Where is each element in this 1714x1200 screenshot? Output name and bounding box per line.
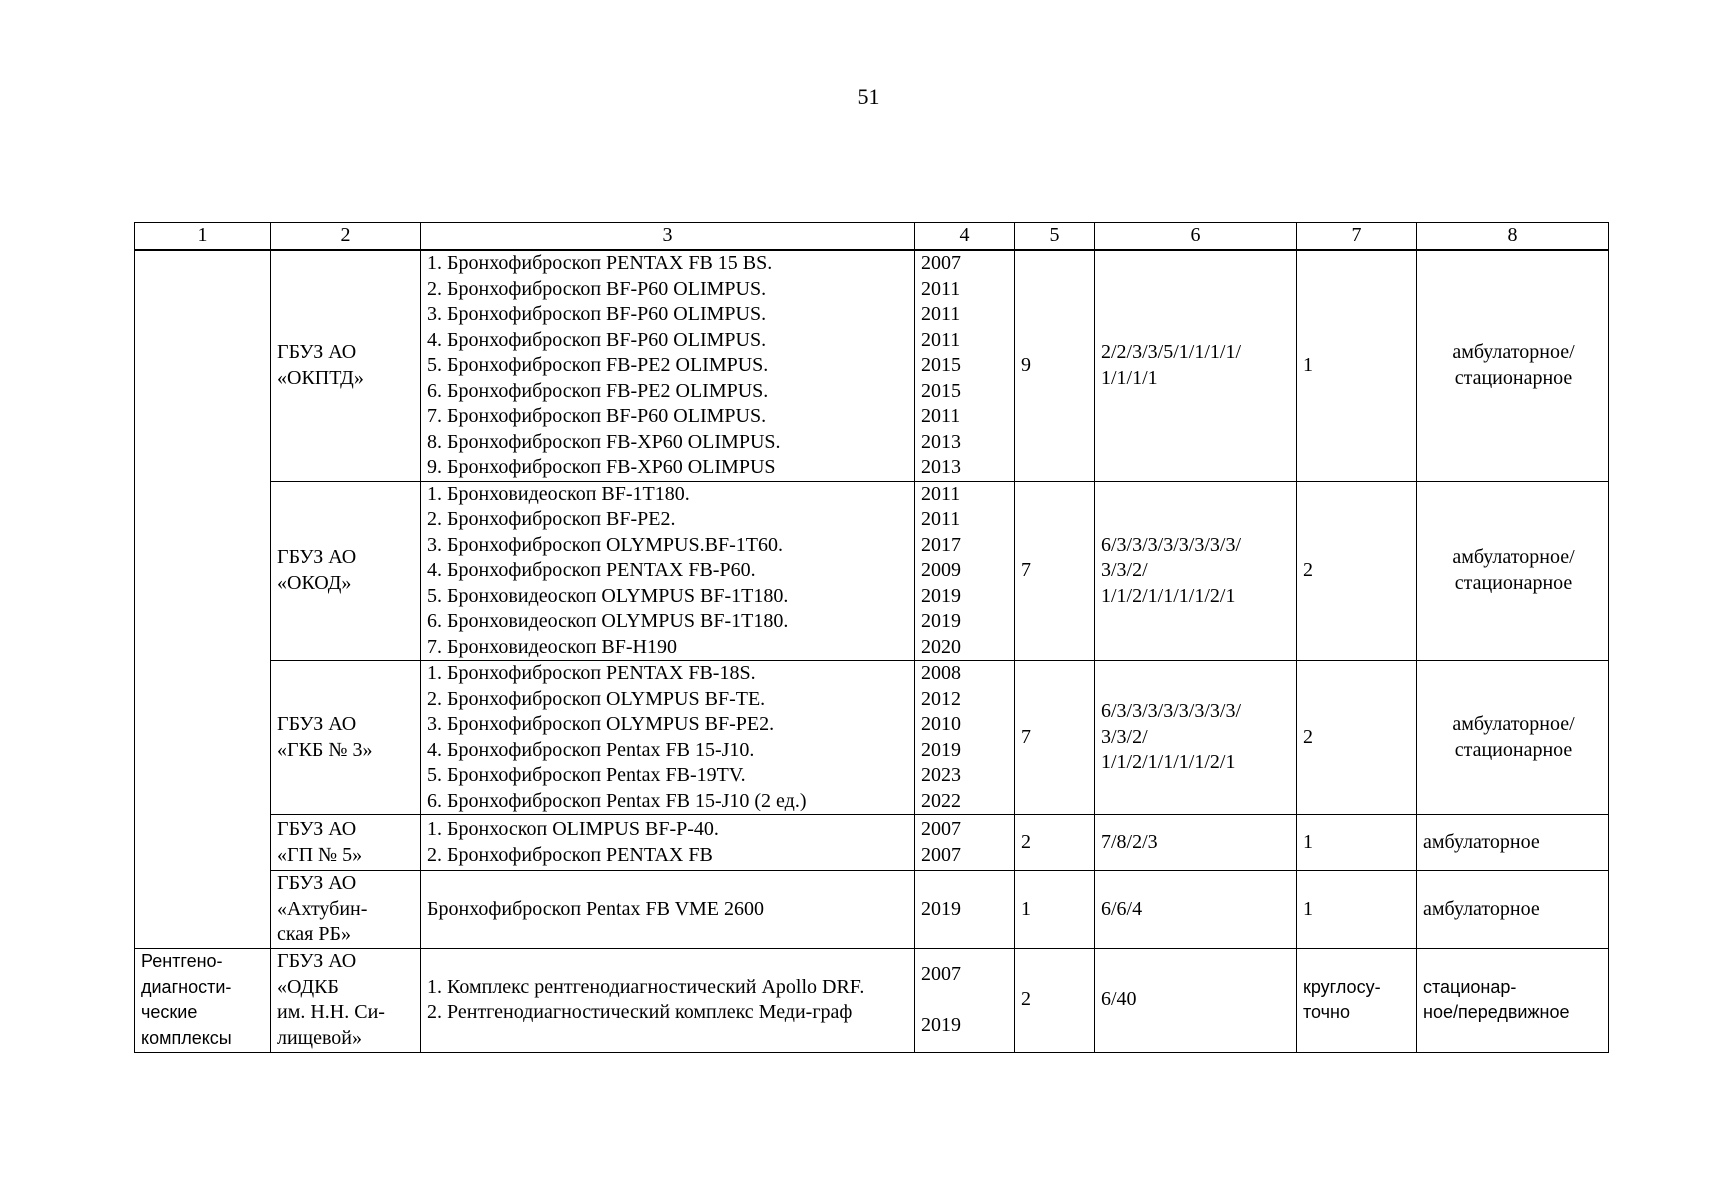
device-item: 1. Бронховидеоскоп BF-1T180. xyxy=(427,482,690,505)
device-year: 2019 xyxy=(921,584,961,607)
count-cell: 2 xyxy=(1015,815,1095,871)
count-cell: 9 xyxy=(1015,250,1095,481)
device-item: 1. Бронхофиброскоп PENTAX FB 15 BS. xyxy=(427,252,773,274)
device-year: 2010 xyxy=(921,713,961,735)
device-item: 4. Бронхофиброскоп PENTAX FB-P60. xyxy=(427,559,756,581)
device-item: 2. Рентгенодиагностический комплекс Меди-граф xyxy=(427,1001,853,1023)
table-row xyxy=(135,948,1609,1052)
mode-line: амбулаторное/ xyxy=(1452,341,1575,364)
mode-cell xyxy=(1417,481,1609,661)
organization-line: ГБУЗ АО xyxy=(277,872,357,894)
organization-cell xyxy=(271,250,421,481)
device-year: 2007 xyxy=(921,963,961,985)
load-line: 3/3/2/ xyxy=(1101,725,1148,748)
device-year: 2019 xyxy=(921,897,961,920)
device-item: 3. Бронхофиброскоп OLYMPUS.BF-1T60. xyxy=(427,533,783,556)
device-year: 2013 xyxy=(921,456,961,478)
count-cell: 2 xyxy=(1015,948,1095,1052)
device-year: 2011 xyxy=(921,508,961,530)
category-line: ческие xyxy=(141,1002,198,1022)
category-cell xyxy=(135,250,271,948)
shift-cell: 2 xyxy=(1297,481,1417,661)
device-year: 2008 xyxy=(921,662,961,684)
page-number: 51 xyxy=(857,84,880,109)
category-line: комплексы xyxy=(141,1027,232,1048)
device-item: Бронхофиброскоп Pentax FB VME 2600 xyxy=(427,897,765,920)
mode-line: амбулаторное xyxy=(1423,897,1540,920)
device-item: 2. Бронхофиброскоп BF-PE2. xyxy=(427,508,676,530)
device-item: 7. Бронховидеоскоп BF-H190 xyxy=(427,635,677,658)
device-item: 9. Бронхофиброскоп FB-XP60 OLIMPUS xyxy=(427,456,776,478)
mode-line: стационарное xyxy=(1454,738,1573,761)
device-item: 5. Бронхофиброскоп Pentax FB-19TV. xyxy=(427,764,746,786)
device-year: 2017 xyxy=(921,533,961,556)
year-list-cell xyxy=(915,815,1015,871)
mode-line: амбулаторное/ xyxy=(1452,713,1575,735)
header-cell-1: 1 xyxy=(135,223,271,251)
header-cell-3: 3 xyxy=(421,223,915,251)
count-cell: 1 xyxy=(1015,871,1095,949)
device-year: 2022 xyxy=(921,789,961,812)
device-item: 6. Бронхофиброскоп FB-PE2 OLIMPUS. xyxy=(427,379,769,402)
device-item: 5. Бронховидеоскоп OLYMPUS BF-1T180. xyxy=(427,584,789,607)
category-line: Рентгено- xyxy=(141,951,223,971)
device-item: 8. Бронхофиброскоп FB-XP60 OLIMPUS. xyxy=(427,430,781,453)
organization-line: «ОКПТД» xyxy=(277,366,364,389)
organization-line: лищевой» xyxy=(277,1026,362,1049)
organization-line: ГБУЗ АО xyxy=(277,341,357,364)
load-line: 2/2/3/3/5/1/1/1/1/ xyxy=(1101,341,1242,364)
organization-line: им. Н.Н. Си- xyxy=(277,1001,385,1023)
load-cell xyxy=(1095,250,1297,481)
device-year: 2011 xyxy=(921,405,961,427)
device-year: 2015 xyxy=(921,354,961,376)
load-cell xyxy=(1095,815,1297,871)
device-year: 2007 xyxy=(921,843,961,866)
load-cell xyxy=(1095,481,1297,661)
mode-line: ное/передвижное xyxy=(1423,1002,1570,1022)
device-item: 4. Бронхофиброскоп BF-P60 OLIMPUS. xyxy=(427,328,767,351)
mode-line: стационарное xyxy=(1454,571,1573,594)
device-item: 1. Бронхоскоп OLIMPUS BF-P-40. xyxy=(427,818,719,840)
organization-line: «Ахтубин- xyxy=(277,897,368,920)
device-year: 2019 xyxy=(921,610,961,632)
device-year: 2019 xyxy=(921,738,961,761)
organization-line: ГБУЗ АО xyxy=(277,818,357,840)
device-year: 2020 xyxy=(921,635,961,658)
count-cell: 7 xyxy=(1015,481,1095,661)
device-item: 2. Бронхофиброскоп PENTAX FB xyxy=(427,843,713,866)
table-row xyxy=(135,871,1609,949)
header-cell-8: 8 xyxy=(1417,223,1609,251)
organization-line: ГБУЗ АО xyxy=(277,713,357,735)
shift-line: круглосу- xyxy=(1303,976,1381,997)
device-year: 2013 xyxy=(921,430,961,453)
count-cell: 7 xyxy=(1015,661,1095,815)
device-item: 3. Бронхофиброскоп BF-P60 OLIMPUS. xyxy=(427,303,767,325)
device-year: 2007 xyxy=(921,818,961,840)
device-year: 2011 xyxy=(921,328,961,351)
device-item: 6. Бронховидеоскоп OLYMPUS BF-1T180. xyxy=(427,610,789,632)
device-item: 3. Бронхофиброскоп OLYMPUS BF-PE2. xyxy=(427,713,775,735)
load-line: 3/3/2/ xyxy=(1101,559,1148,581)
device-list-cell xyxy=(421,948,915,1052)
load-cell xyxy=(1095,871,1297,949)
year-list-cell xyxy=(915,481,1015,661)
year-list-cell xyxy=(915,661,1015,815)
load-line: 7/8/2/3 xyxy=(1101,830,1158,853)
table-row xyxy=(135,815,1609,871)
mode-line: амбулаторное/ xyxy=(1452,546,1575,569)
shift-cell xyxy=(1297,948,1417,1052)
header-cell-4: 4 xyxy=(915,223,1015,251)
header-cell-5: 5 xyxy=(1015,223,1095,251)
device-item: 4. Бронхофиброскоп Pentax FB 15-J10. xyxy=(427,738,755,761)
device-list-cell xyxy=(421,481,915,661)
mode-line: стационар- xyxy=(1423,976,1517,997)
shift-cell: 1 xyxy=(1297,871,1417,949)
mode-cell xyxy=(1417,815,1609,871)
device-year: 2019 xyxy=(921,1013,961,1036)
load-line: 1/1/1/1 xyxy=(1101,366,1158,389)
device-year: 2011 xyxy=(921,303,961,325)
header-cell-6: 6 xyxy=(1095,223,1297,251)
device-list-cell xyxy=(421,815,915,871)
organization-line: ская РБ» xyxy=(277,923,351,945)
table-row xyxy=(135,661,1609,815)
header-row xyxy=(135,223,1609,251)
year-list-cell xyxy=(915,871,1015,949)
load-line: 1/1/2/1/1/1/1/2/1 xyxy=(1101,584,1236,607)
device-year: 2007 xyxy=(921,252,961,274)
mode-line: стационарное xyxy=(1454,366,1573,389)
shift-cell: 2 xyxy=(1297,661,1417,815)
year-list-cell xyxy=(915,250,1015,481)
mode-cell xyxy=(1417,661,1609,815)
device-year: 2011 xyxy=(921,277,961,300)
shift-line: точно xyxy=(1303,1002,1350,1022)
load-line: 6/6/4 xyxy=(1101,897,1143,920)
load-line: 6/3/3/3/3/3/3/3/3/ xyxy=(1101,533,1242,556)
device-list-cell xyxy=(421,661,915,815)
device-item: 7. Бронхофиброскоп BF-P60 OLIMPUS. xyxy=(427,405,767,427)
device-year: 2009 xyxy=(921,559,961,581)
load-cell xyxy=(1095,948,1297,1052)
device-year: 2012 xyxy=(921,687,961,710)
mode-cell xyxy=(1417,948,1609,1052)
organization-line: ГБУЗ АО xyxy=(277,950,357,972)
device-item: 1. Комплекс рентгенодиагностический Apollo DRF. xyxy=(427,975,865,998)
organization-cell xyxy=(271,871,421,949)
device-item: 6. Бронхофиброскоп Pentax FB 15-J10 (2 ед.) xyxy=(427,789,807,812)
year-list-cell xyxy=(915,948,1015,1052)
organization-cell xyxy=(271,661,421,815)
load-cell xyxy=(1095,661,1297,815)
mode-cell xyxy=(1417,250,1609,481)
device-item: 2. Бронхофиброскоп BF-P60 OLIMPUS. xyxy=(427,277,767,300)
organization-line: ГБУЗ АО xyxy=(277,546,357,569)
load-line: 1/1/2/1/1/1/1/2/1 xyxy=(1101,751,1236,774)
equipment-table xyxy=(134,222,1609,1053)
device-list-cell xyxy=(421,871,915,949)
device-year: 2011 xyxy=(921,482,961,505)
device-year: 2015 xyxy=(921,379,961,402)
device-item: 1. Бронхофиброскоп PENTAX FB-18S. xyxy=(427,662,756,684)
shift-cell: 1 xyxy=(1297,815,1417,871)
mode-cell xyxy=(1417,871,1609,949)
device-item: 2. Бронхофиброскоп OLYMPUS BF-TE. xyxy=(427,687,766,710)
load-line: 6/40 xyxy=(1101,988,1137,1011)
table-row xyxy=(135,250,1609,481)
load-line: 6/3/3/3/3/3/3/3/3/ xyxy=(1101,700,1242,723)
mode-line: амбулаторное xyxy=(1423,830,1540,853)
device-year: 2023 xyxy=(921,764,961,786)
device-item: 5. Бронхофиброскоп FB-PE2 OLIMPUS. xyxy=(427,354,769,376)
category-line: диагности- xyxy=(141,976,232,997)
header-cell-7: 7 xyxy=(1297,223,1417,251)
category-cell xyxy=(135,948,271,1052)
table-row xyxy=(135,481,1609,661)
organization-line: «ОКОД» xyxy=(277,571,352,594)
organization-cell xyxy=(271,815,421,871)
device-list-cell xyxy=(421,250,915,481)
organization-line: «ОДКБ xyxy=(277,975,339,998)
organization-line: «ГП № 5» xyxy=(277,843,363,866)
shift-cell: 1 xyxy=(1297,250,1417,481)
header-cell-2: 2 xyxy=(271,223,421,251)
organization-cell xyxy=(271,481,421,661)
organization-cell xyxy=(271,948,421,1052)
organization-line: «ГКБ № 3» xyxy=(277,738,373,761)
